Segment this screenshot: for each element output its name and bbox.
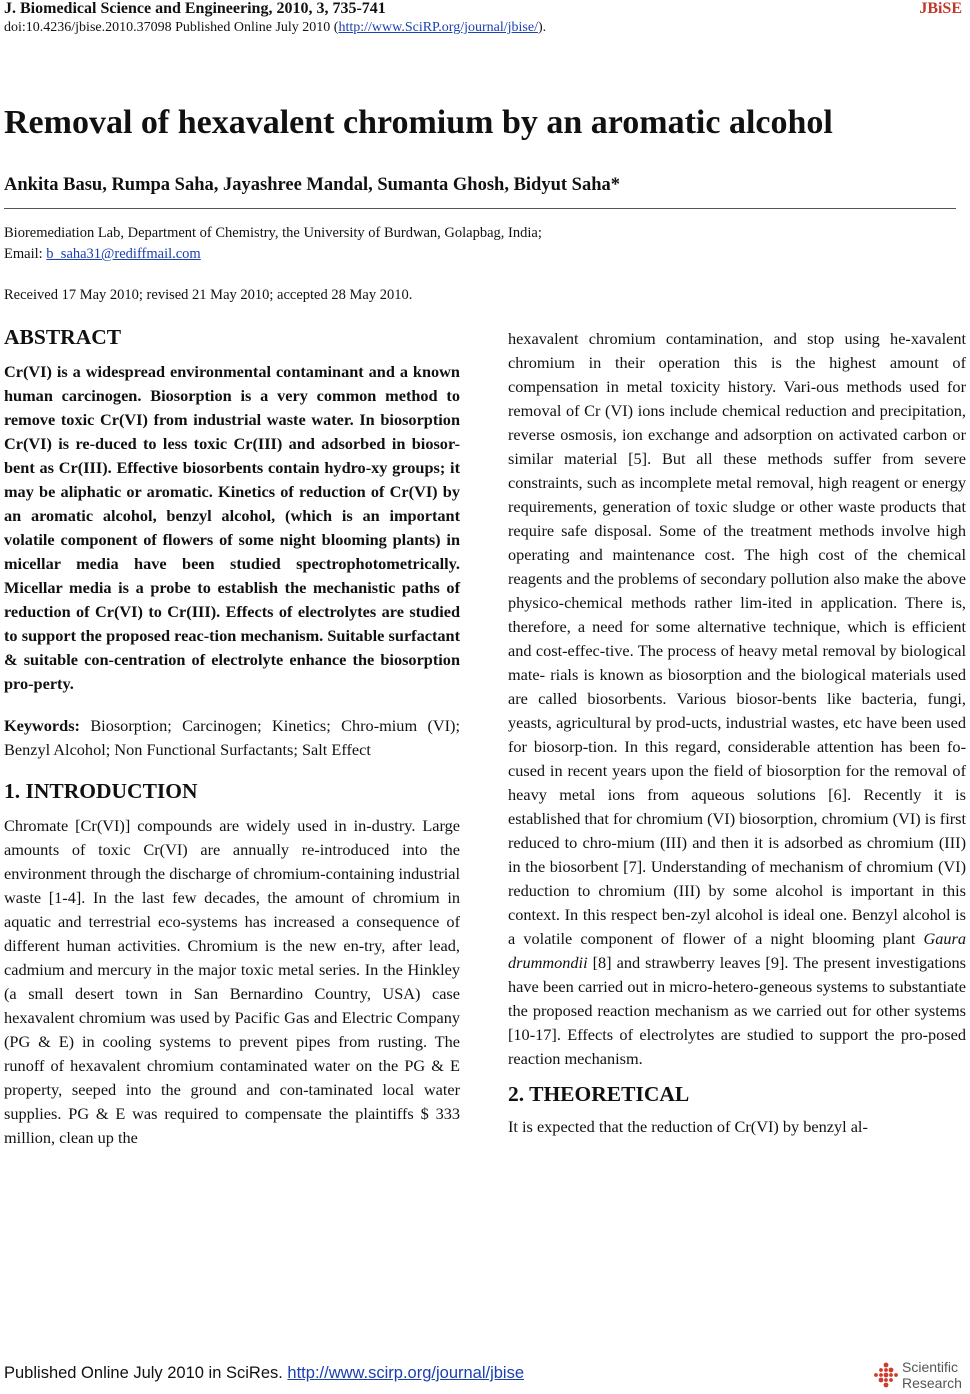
keywords bbox=[4, 714, 460, 762]
logo-dots-icon bbox=[872, 1362, 900, 1390]
doi-line bbox=[4, 20, 546, 36]
scientific-research-logo bbox=[872, 1359, 966, 1393]
logo-dot bbox=[879, 1378, 884, 1383]
journal-url-link[interactable]: http://www.SciRP.org/journal/jbise/ bbox=[338, 20, 538, 35]
email-link[interactable]: b_saha31@rediffmail.com bbox=[46, 246, 201, 262]
paper-title: Removal of hexavalent chromium by an aromatic alcohol bbox=[4, 104, 833, 141]
journal-citation: J. Biomedical Science and Engineering, 2010, 3, 735-741 bbox=[4, 0, 386, 17]
intro-continued-end: [8] and strawberry leaves [9]. The present investigations have been carried out in micro-hetero-geneous systems to substantiate the proposed reaction mechanism as we carried out for other systems [10-17]. Effects of electrolytes are studied to support the pro-posed reaction mechanism. bbox=[508, 953, 966, 1068]
email-label: Email: bbox=[4, 246, 47, 262]
author-list: Ankita Basu, Rumpa Saha, Jayashree Mandal, Sumanta Ghosh, Bidyut Saha* bbox=[4, 175, 620, 195]
species-name: Gaura drummondii bbox=[508, 929, 966, 972]
left-column bbox=[4, 324, 460, 1150]
logo-dot bbox=[879, 1368, 883, 1372]
introduction-continued bbox=[508, 327, 966, 1071]
logo-dot bbox=[894, 1373, 898, 1377]
keywords-text: Biosorption; Carcinogen; Kinetics; Chro-mium (VI); Benzyl Alcohol; Non Functional Surfactants; Salt Effect bbox=[4, 716, 460, 759]
logo-dot bbox=[889, 1378, 893, 1382]
logo-dot bbox=[884, 1378, 888, 1382]
logo-dot bbox=[889, 1368, 894, 1373]
received-dates: Received 17 May 2010; revised 21 May 2010; accepted 28 May 2010. bbox=[4, 287, 413, 303]
footer-published bbox=[4, 1364, 524, 1383]
logo-wordmark bbox=[902, 1359, 962, 1391]
right-column bbox=[508, 327, 966, 1139]
logo-dot bbox=[884, 1368, 888, 1372]
logo-dot bbox=[874, 1373, 878, 1377]
logo-dot bbox=[884, 1383, 889, 1388]
affiliation: Bioremediation Lab, Department of Chemistry, the University of Burdwan, Golapbag, India; bbox=[4, 225, 542, 241]
introduction-text: Chromate [Cr(VI)] compounds are widely used in in-dustry. Large amounts of toxic Cr(VI) are annually re-introduced into the environment through the discharge of chromium-containing industrial waste [1-4]. In the last few decades, the amount of chromium in aquatic and terrestrial eco-systems has increased a consequence of different human activities. Chromium is the new en-try, after lead, cadmium and mercury in the major toxic metal series. In the Hinkley (a small desert town in San Bernardino Country, USA) case hexavalent chromium was used by Pacific Gas and Electric Company (PG & E) in cooling systems to prevent pipes from rusting. The runoff of hexavalent chromium contaminated water on the PG & E property, seeped into the ground and con-taminated local water supplies. PG & E was required to compensate the plaintiffs $ 333 million, clean up the bbox=[4, 816, 460, 1147]
logo-line-1: Scientific bbox=[902, 1359, 959, 1375]
footer-text: Published Online July 2010 in SciRes. bbox=[4, 1364, 288, 1382]
keywords-label: Keywords: bbox=[4, 716, 80, 735]
logo-line-2: Research bbox=[902, 1375, 962, 1391]
theoretical-text: It is expected that the reduction of Cr(VI) by benzyl al- bbox=[508, 1117, 868, 1136]
abstract-text: Cr(VI) is a widespread environmental contaminant and a known human carcinogen. Biosorption is a very common method to remove toxic Cr(VI) from industrial waste water. In biosorption Cr(VI) is re-duced to less toxic Cr(III) and adsorbed in biosor-bent as Cr(III). Effective biosorbents contain hydro-xy groups; it may be aliphatic or aromatic. Kinetics of reduction of Cr(VI) by an aromatic alcohol, benzyl alcohol, (which is an important volatile component of flowers of some night blooming plants) in micellar media have been studied spectrophotometrically. Micellar media is a probe to establish the mechanistic paths of reduction of Cr(VI) to Cr(III). Effects of electrolytes are studied to support the proposed reac-tion mechanism. Suitable surfactant & suitable con-centration of electrolyte enhance the biosorption pro-perty. bbox=[4, 362, 460, 693]
theoretical-heading: 2. THEORETICAL bbox=[508, 1082, 690, 1106]
introduction-heading: 1. INTRODUCTION bbox=[4, 779, 198, 803]
email-line bbox=[4, 246, 201, 263]
abstract-heading: ABSTRACT bbox=[4, 325, 122, 349]
footer-link[interactable]: http://www.scirp.org/journal/jbise bbox=[287, 1364, 525, 1382]
logo-dot bbox=[879, 1373, 883, 1377]
doi-end: ). bbox=[537, 20, 547, 35]
journal-abbreviation: JBiSE bbox=[919, 0, 962, 17]
doi-text: doi:10.4236/jbise.2010.37098 Published Online July 2010 ( bbox=[4, 20, 339, 35]
logo-dot bbox=[884, 1373, 889, 1378]
logo-dot bbox=[884, 1363, 889, 1368]
divider bbox=[4, 208, 956, 209]
logo-dot bbox=[889, 1373, 893, 1377]
intro-continued-text: hexavalent chromium contamination, and stop using he-xavalent chromium in their operation this is the highest amount of compensation in metal toxicity history. Vari-ous methods used for removal of Cr (VI) ions include chemical reduction and precipitation, reverse osmosis, ion exchange and adsorption on activated carbon or similar material [5]. But all these methods suffer from severe constraints, such as incomplete metal removal, high reagent or energy requirements, generation of toxic sludge or other waste products that require safe disposal. Some of the treatment methods involve high operating and maintenance cost. The high cost of the chemical reagents and the problems of secondary pollution also make the above physico-chemical methods rather lim-ited in application. There is, therefore, a need for some alternative technique, which is efficient and cost-effec-tive. The process of heavy metal removal by biological mate- rials is known as biosorption and the biological materials used are called biosorbents. Various biosor-bents like bacteria, fungi, yeasts, agricultural by prod-ucts, industrial wastes, etc have been used for biosorp-tion. In this regard, considerable attention has been fo-cused in recent years upon the field of biosorption for the removal of heavy metal ions from aqueous solutions [6]. Recently it is established that for chromium (VI) biosorption, chromium (VI) is first reduced to chro-mium (III) and then it is adsorbed as chromium (III) in the biosorbent [7]. Understanding of mechanism of chromium (VI) reduction to chromium (III) by some alcohol is important in this context. In this respect ben-zyl alcohol is ideal one. Benzyl alcohol is a volatile component of flower of a night blooming plant bbox=[508, 329, 966, 948]
